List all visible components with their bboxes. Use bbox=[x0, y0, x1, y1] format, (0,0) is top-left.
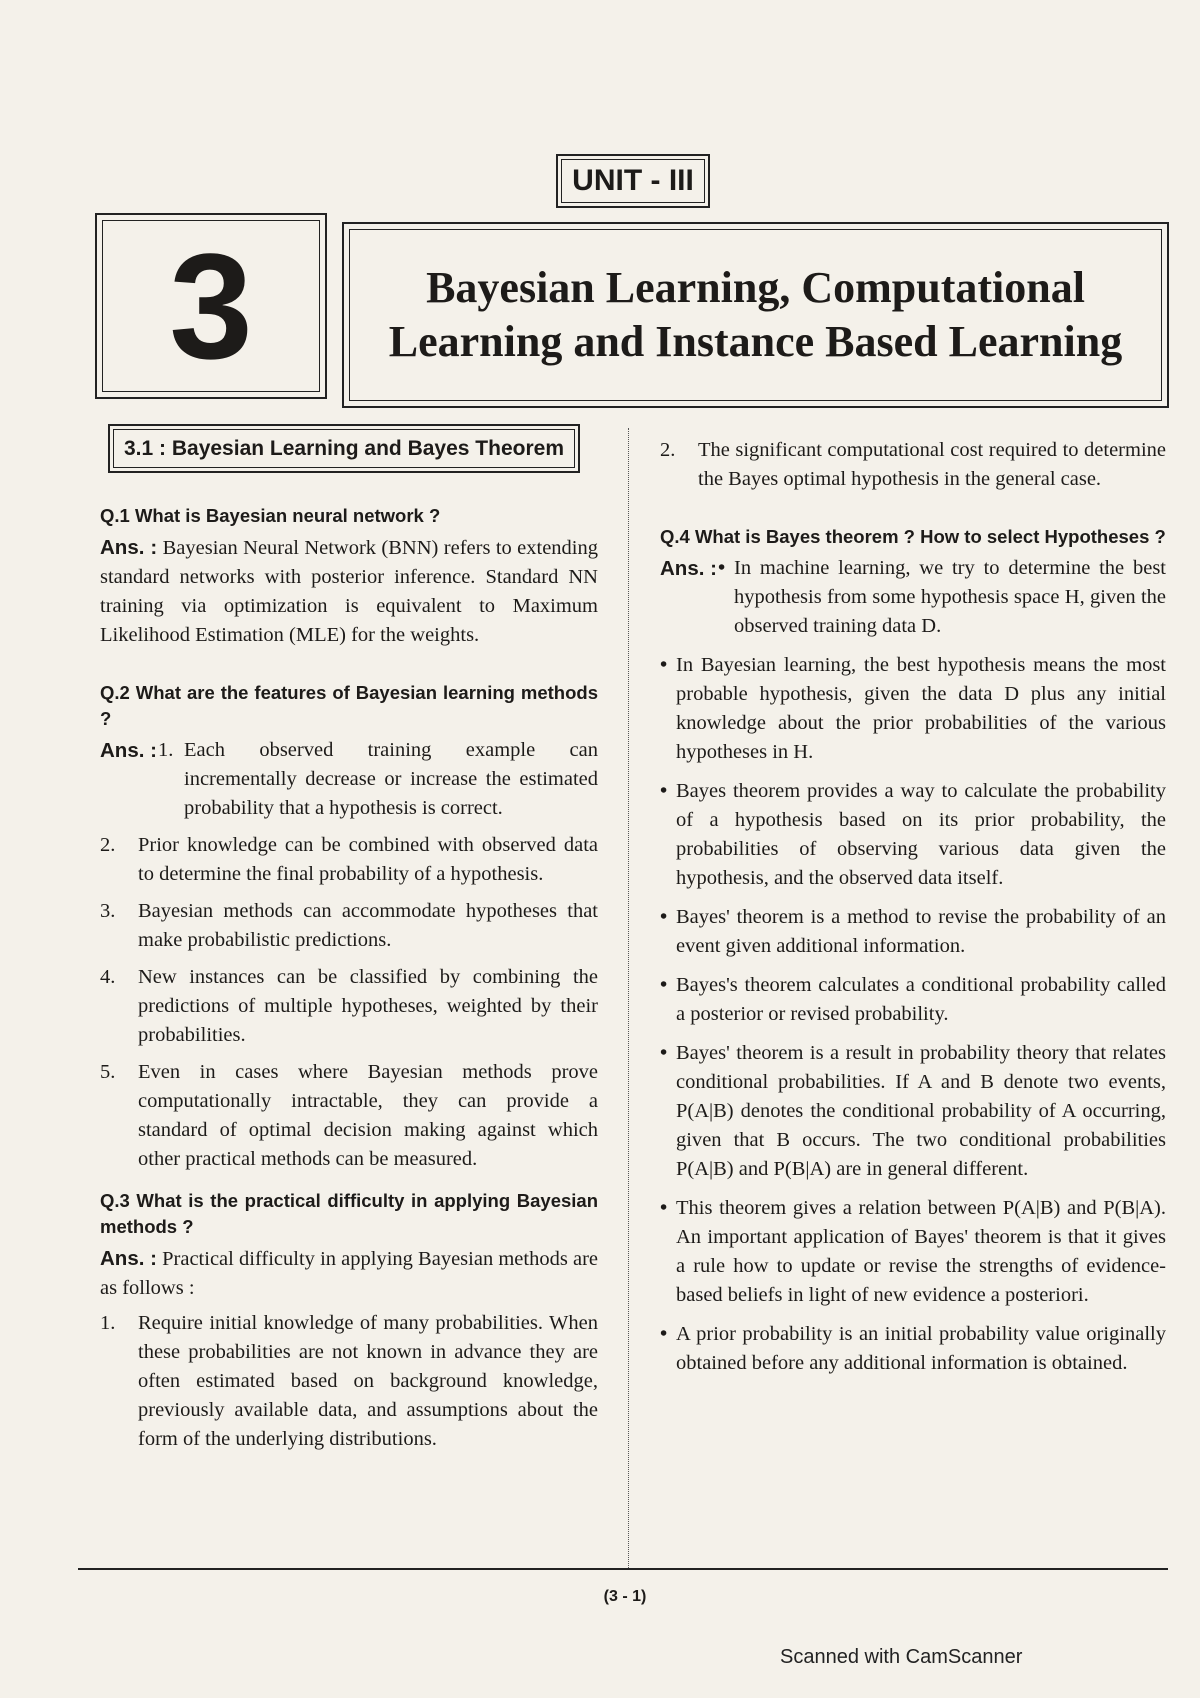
item-number: 5. bbox=[100, 1061, 116, 1083]
item-number: 1. bbox=[158, 739, 174, 761]
bullet-text: Bayes's theorem calculates a conditional probability called a posterior or revised probability. bbox=[676, 974, 1166, 1025]
list-item bbox=[100, 1309, 598, 1454]
chapter-number: 3 bbox=[95, 213, 327, 399]
bullet-icon: • bbox=[660, 654, 668, 676]
bullet-item bbox=[660, 777, 1166, 893]
item-number: 1. bbox=[100, 1312, 116, 1334]
item-number: 2. bbox=[100, 834, 116, 856]
item-text: Even in cases where Bayesian methods prove computationally intractable, they can provide a standard of optimal decision making against which other practical methods can be measured. bbox=[138, 1061, 598, 1170]
bullet-text: In Bayesian learning, the best hypothesis means the most probable hypothesis, given the data D plus any initial knowledge about the prior probabilities of the various hypotheses in H. bbox=[676, 654, 1166, 763]
answer-label: Ans. : bbox=[660, 557, 717, 580]
list-item bbox=[100, 897, 598, 955]
item-text: Bayesian methods can accommodate hypotheses that make probabilistic predictions. bbox=[138, 900, 598, 951]
bullet-item bbox=[660, 1039, 1166, 1184]
chapter-title bbox=[342, 222, 1169, 408]
bullet-text: Bayes' theorem is a result in probability theory that relates conditional probabilities. If A and B denote two events, P(A|B) denotes the conditional probability of A occurring, given that B occurs. The two conditional probabilities P(A|B) and P(B|A) are in general different. bbox=[676, 1042, 1166, 1180]
footer-rule bbox=[78, 1568, 1168, 1570]
bullet-icon: • bbox=[660, 1042, 668, 1064]
list-item bbox=[100, 963, 598, 1050]
bullet-icon: • bbox=[660, 1197, 668, 1219]
bullet-item bbox=[660, 971, 1166, 1029]
bullet-icon: • bbox=[660, 780, 668, 802]
chapter-title-line-2: Learning and Instance Based Learning bbox=[388, 317, 1123, 366]
item-number: 3. bbox=[100, 900, 116, 922]
question-2: Q.2 What are the features of Bayesian learning methods ? bbox=[100, 682, 598, 729]
bullet-text: A prior probability is an initial probability value originally obtained before any additional information is obtained. bbox=[676, 1323, 1166, 1374]
bullet-icon: • bbox=[718, 557, 726, 579]
chapter-title-line-1: Bayesian Learning, Computational bbox=[426, 263, 1085, 312]
section-heading: 3.1 : Bayesian Learning and Bayes Theorem bbox=[108, 424, 580, 473]
left-column bbox=[100, 424, 598, 1462]
question-1: Q.1 What is Bayesian neural network ? bbox=[100, 505, 441, 526]
answer-2 bbox=[100, 736, 598, 1174]
question-4: Q.4 What is Bayes theorem ? How to select Hypotheses ? bbox=[660, 526, 1166, 547]
bullet-item bbox=[660, 554, 1166, 641]
answer-label: Ans. : bbox=[100, 536, 158, 559]
bullet-icon: • bbox=[660, 906, 668, 928]
bullet-text: Bayes theorem provides a way to calculate the probability of a hypothesis based on its prior probability, the probabilities of observing various data given the hypothesis, and the observed data itself. bbox=[676, 780, 1166, 889]
item-text: The significant computational cost required to determine the Bayes optimal hypothesis in the general case. bbox=[698, 439, 1166, 490]
bullet-item bbox=[660, 1320, 1166, 1378]
page-number: (3 - 1) bbox=[603, 1588, 647, 1605]
answer-label: Ans. : bbox=[100, 1247, 157, 1270]
bullet-item bbox=[660, 651, 1166, 767]
answer-text: Practical difficulty in applying Bayesian methods are as follows : bbox=[100, 1248, 598, 1299]
item-text: New instances can be classified by combining the predictions of multiple hypotheses, weighted by their probabilities. bbox=[138, 966, 598, 1046]
item-number: 2. bbox=[660, 439, 676, 461]
item-text: Require initial knowledge of many probabilities. When these probabilities are not known in advance they are often estimated based on background knowledge, previously available data, and assumptions about the form of the underlying distributions. bbox=[138, 1312, 598, 1450]
answer-3 bbox=[100, 1244, 598, 1303]
scanner-watermark: Scanned with CamScanner bbox=[780, 1646, 1023, 1668]
bullet-icon: • bbox=[660, 974, 668, 996]
bullet-text: Bayes' theorem is a method to revise the probability of an event given additional information. bbox=[676, 906, 1166, 957]
item-text: Each observed training example can incrementally decrease or increase the estimated probability that a hypothesis is correct. bbox=[184, 739, 598, 819]
answer-text: Bayesian Neural Network (BNN) refers to extending standard networks with posterior inference. Standard NN training via optimization is equivalent to Maximum Likelihood Estimation (MLE) for the weights. bbox=[100, 537, 598, 646]
bullet-item bbox=[660, 1194, 1166, 1310]
list-item bbox=[100, 831, 598, 889]
list-item bbox=[100, 736, 598, 823]
right-column bbox=[660, 436, 1166, 1388]
list-item bbox=[660, 436, 1166, 494]
column-divider bbox=[628, 428, 629, 1568]
answer-1 bbox=[100, 533, 598, 650]
bullet-icon: • bbox=[660, 1323, 668, 1345]
list-item bbox=[100, 1058, 598, 1174]
unit-label: UNIT - III bbox=[556, 154, 710, 208]
question-3: Q.3 What is the practical difficulty in applying Bayesian methods ? bbox=[100, 1190, 598, 1237]
bullet-item bbox=[660, 903, 1166, 961]
answer-label: Ans. : bbox=[100, 739, 157, 762]
bullet-text: In machine learning, we try to determine the best hypothesis from some hypothesis space H, given the observed training data D. bbox=[734, 557, 1166, 637]
item-text: Prior knowledge can be combined with observed data to determine the final probability of a hypothesis. bbox=[138, 834, 598, 885]
bullet-text: This theorem gives a relation between P(A|B) and P(B|A). An important application of Bayes' theorem is that it gives a rule how to update or revise the strengths of evidence-based beliefs in light of new evidence a posteriori. bbox=[676, 1197, 1166, 1306]
item-number: 4. bbox=[100, 966, 116, 988]
